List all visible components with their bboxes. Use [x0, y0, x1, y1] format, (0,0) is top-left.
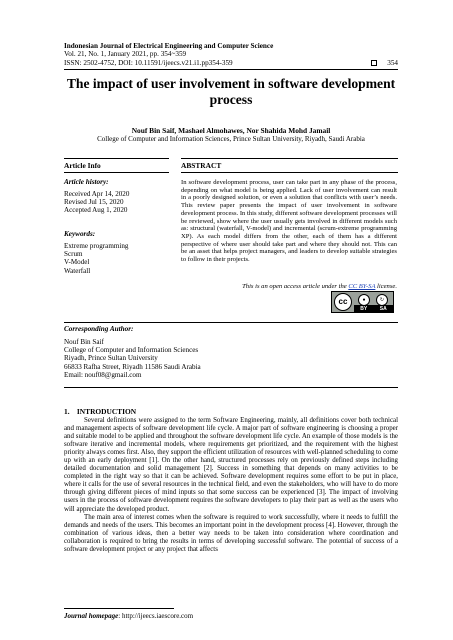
history-list [64, 190, 129, 215]
paper-authors: Nouf Bin Saif, Mashael Almohawes, Nor Shahida Mohd Jamail [131, 126, 331, 135]
page-number: 354 [387, 58, 398, 67]
cc-strip [354, 305, 393, 312]
cc-sa-label: SA [379, 305, 387, 312]
keyword-item: V-Model [64, 258, 90, 267]
history-received: Received Apr 14, 2020 [64, 190, 130, 198]
corresponding-address: 66833 Rafha Street, Riyadh 11586 Saudi Arabia [64, 362, 201, 371]
footer-label: Journal homepage [64, 612, 119, 620]
paper-title: The impact of user involvement in software development process [66, 76, 396, 107]
info-top-rule [64, 158, 169, 159]
history-heading: Article history: [64, 178, 109, 186]
abstract-top-rule [181, 158, 398, 159]
keywords-list [64, 242, 128, 275]
corresponding-name: Nouf Bin Saif [64, 338, 104, 346]
keywords-heading: Keywords: [64, 230, 96, 238]
corresponding-dept: College of Computer and Information Sciences [64, 346, 199, 355]
page-number-group [371, 59, 398, 67]
corresponding-university: Riyadh, Prince Sultan University [64, 354, 158, 363]
journal-header [64, 42, 398, 67]
history-accepted: Accepted Aug 1, 2020 [64, 206, 128, 215]
journal-volume: Vol. 21, No. 1, January 2021, pp. 354~359 [64, 50, 187, 59]
corresponding-heading: Corresponding Author: [64, 325, 134, 333]
cc-license-badge[interactable] [331, 291, 394, 313]
header-divider [64, 69, 398, 70]
keyword-item: Extreme programming [64, 242, 129, 250]
article-info-heading: Article Info [64, 161, 101, 170]
abstract-heading-rule [181, 172, 398, 173]
keyword-item: Scrum [64, 250, 83, 259]
introduction-body [64, 417, 398, 554]
by-person-icon: ● [358, 294, 370, 306]
corresponding-top-rule [64, 322, 398, 323]
open-access-suffix: license. [375, 283, 397, 290]
journal-name: Indonesian Journal of Electrical Engineering and Computer Science [64, 42, 274, 50]
open-access-prefix: This is an open access article under the [242, 283, 349, 290]
corresponding-email[interactable]: Email: nouf08@gmail.com [64, 370, 142, 379]
paper-affiliation: College of Computer and Information Sciences, Prince Sultan University, Riyadh, Saudi Arabia [97, 135, 365, 143]
abstract-heading: ABSTRACT [181, 161, 222, 170]
cc-by-label: BY [360, 305, 368, 312]
paragraph: The main area of interest comes when the software is required to work successfully, where it needs to fulfill the demands and needs of the users. This becomes an important point in the development process [4]. However, through the combination of various ideas, then a better way needs to be taken into consideration where coordination and collaboration is required to bring the results in terms of developing successful software. The potential of success of a software development project or any project that affects [64, 513, 398, 553]
paragraph: Several definitions were assigned to the term Software Engineering, mainly, all definitions cover both technical and management aspects of software development life cycle. A major part of software engineering is choosing a proper and suitable model to be applied and throughout the software development life cycle. An example of those models is the software iterative and incremental models, where requirements get prioritized, and the requirement with the highest priority always comes first. Also, they support the efficient utilization of resources with well-planned scheduling to come up with an early deployment [1]. On the other hand, structured processes rely on previously defined steps including detailed documentation and solid management [2]. Success in something that depends on many activities to be completed in the right way so that it can be achieved. Software development requires some effort to be put in place, where it calls for the use of several resources in the technical field, and even the stakeholders, who will have to do more through giving different pieces of mind inputs so that some success can be experienced [3]. The impact of involving users in the process of software development requires the software developers to play their part as well as the users who will appreciate the developed product. [64, 417, 398, 513]
footer [64, 612, 193, 620]
sa-share-icon: ↻ [376, 294, 388, 306]
keyword-item: Waterfall [64, 266, 91, 275]
cc-logo-icon: cc [334, 293, 352, 311]
license-link[interactable]: CC BY-SA [348, 283, 376, 290]
abstract-text: In software development process, user can take part in any phase of the process, depending on what model is being applied. Lack of user involvement can result in a poorly designed solution, or even a solution that conflicts with user’s needs. This review paper presents the impact of user involvement in software development process. In this study, different software development processes will be reviewed, show where the user usually gets involved in different models such as: structural (waterfall, V-model) and incremental (scrum-extreme programming XP). As each model differs from the other, each of them has a different perspective of where user should take part and where they should not. This can be an asset that helps project managers, and leaders to develop suitable strategies to follow in their projects. [181, 179, 397, 264]
corresponding-details [64, 338, 201, 379]
open-access-note [181, 283, 397, 290]
footer-rule [64, 608, 174, 609]
introduction-heading: 1. INTRODUCTION [64, 407, 137, 416]
journal-issn: ISSN: 2502-4752, DOI: 10.11591/ijeecs.v21.i1.pp354-359 [64, 58, 233, 67]
square-icon [371, 60, 377, 66]
corresponding-bottom-rule [64, 387, 398, 388]
homepage-link[interactable]: : http://ijeecs.iaescore.com [118, 612, 194, 620]
info-heading-rule [64, 172, 169, 173]
history-revised: Revised Jul 15, 2020 [64, 198, 124, 207]
